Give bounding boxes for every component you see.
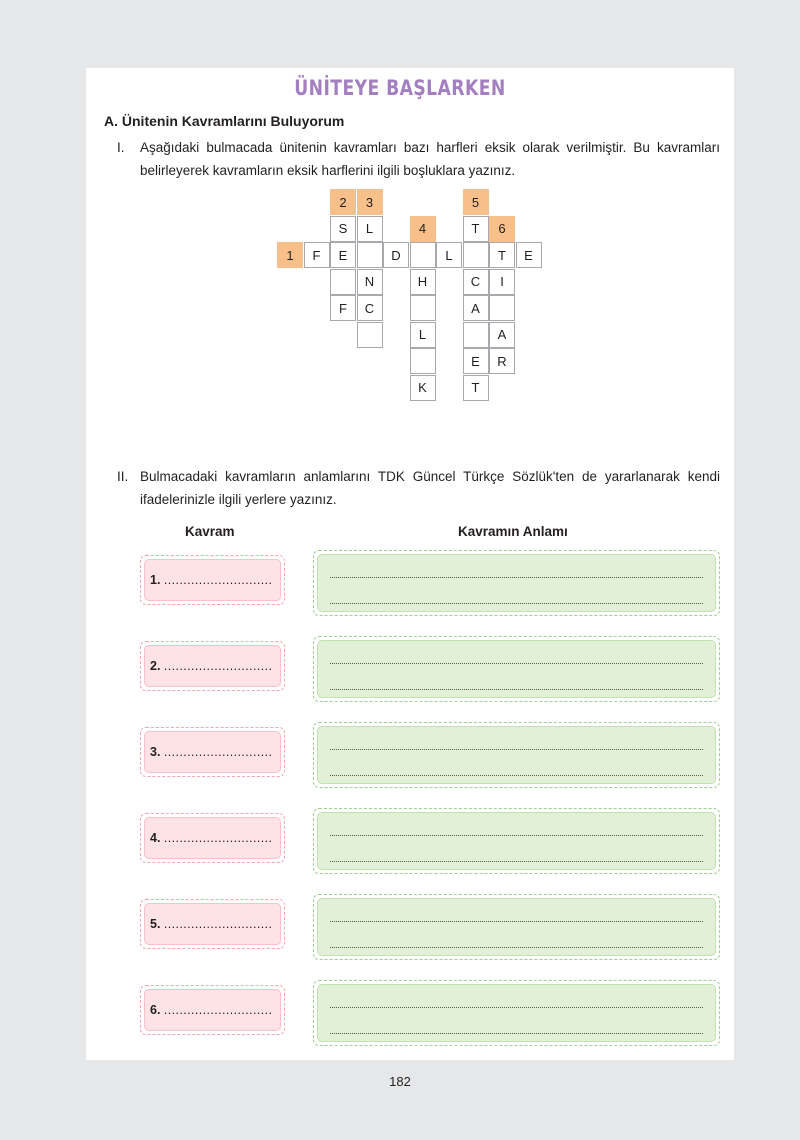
- dotted-line: [330, 947, 703, 948]
- kavram-box-2: [140, 641, 285, 691]
- kavram-blank: ............................: [163, 745, 273, 759]
- crossword-cell[interactable]: C: [463, 269, 489, 295]
- crossword-cell[interactable]: [463, 242, 489, 268]
- crossword-cell[interactable]: R: [489, 348, 515, 374]
- kavram-box-6: [140, 985, 285, 1035]
- dotted-line: [330, 1033, 703, 1034]
- crossword-cell[interactable]: T: [463, 375, 489, 401]
- kavram-number: 2.: [150, 659, 161, 673]
- crossword-cell[interactable]: [410, 295, 436, 321]
- crossword-cell[interactable]: C: [357, 295, 383, 321]
- kavram-box-3: [140, 727, 285, 777]
- crossword-cell[interactable]: T: [463, 216, 489, 242]
- crossword-cell[interactable]: [357, 242, 383, 268]
- anlam-input-2[interactable]: [317, 640, 716, 698]
- dotted-line: [330, 663, 703, 664]
- dotted-line: [330, 603, 703, 604]
- crossword-cell[interactable]: K: [410, 375, 436, 401]
- crossword-cell[interactable]: T: [489, 242, 515, 268]
- dotted-line: [330, 577, 703, 578]
- crossword-cell[interactable]: I: [489, 269, 515, 295]
- kavram-input-6[interactable]: [144, 989, 281, 1031]
- dotted-line: [330, 749, 703, 750]
- crossword-number-cell: 3: [357, 189, 383, 215]
- crossword-number-cell: 4: [410, 216, 436, 242]
- anlam-column-header: Kavramın Anlamı: [458, 524, 568, 539]
- crossword-cell[interactable]: H: [410, 269, 436, 295]
- crossword-number-cell: 2: [330, 189, 356, 215]
- dotted-line: [330, 775, 703, 776]
- part1-number: I.: [117, 140, 125, 155]
- crossword-cell[interactable]: S: [330, 216, 356, 242]
- dotted-line: [330, 689, 703, 690]
- dotted-line: [330, 835, 703, 836]
- crossword-cell[interactable]: E: [516, 242, 542, 268]
- crossword-cell[interactable]: A: [463, 295, 489, 321]
- kavram-blank: ............................: [163, 917, 273, 931]
- kavram-number: 6.: [150, 1003, 161, 1017]
- dotted-line: [330, 861, 703, 862]
- kavram-number: 5.: [150, 917, 161, 931]
- kavram-blank: ............................: [163, 573, 273, 587]
- unit-title: ÜNİTEYE BAŞLARKEN: [294, 76, 506, 100]
- crossword-cell[interactable]: [357, 322, 383, 348]
- kavram-box-1: [140, 555, 285, 605]
- crossword-cell[interactable]: E: [330, 242, 356, 268]
- kavram-box-5: [140, 899, 285, 949]
- anlam-box-2: [313, 636, 720, 702]
- kavram-number: 3.: [150, 745, 161, 759]
- kavram-number: 1.: [150, 573, 161, 587]
- anlam-input-6[interactable]: [317, 984, 716, 1042]
- crossword-cell[interactable]: [463, 322, 489, 348]
- section-a-heading: A. Ünitenin Kavramlarını Buluyorum: [104, 113, 345, 129]
- anlam-input-4[interactable]: [317, 812, 716, 870]
- kavram-number: 4.: [150, 831, 161, 845]
- crossword-cell[interactable]: L: [436, 242, 462, 268]
- crossword-cell[interactable]: [410, 242, 436, 268]
- anlam-input-1[interactable]: [317, 554, 716, 612]
- crossword-cell[interactable]: [489, 295, 515, 321]
- dotted-line: [330, 921, 703, 922]
- crossword-number-cell: 5: [463, 189, 489, 215]
- crossword-number-cell: 6: [489, 216, 515, 242]
- kavram-input-2[interactable]: [144, 645, 281, 687]
- kavram-blank: ............................: [163, 831, 273, 845]
- kavram-input-5[interactable]: [144, 903, 281, 945]
- kavram-blank: ............................: [163, 659, 273, 673]
- kavram-column-header: Kavram: [185, 524, 235, 539]
- anlam-box-4: [313, 808, 720, 874]
- anlam-box-3: [313, 722, 720, 788]
- crossword-cell[interactable]: E: [463, 348, 489, 374]
- crossword-cell[interactable]: [410, 348, 436, 374]
- kavram-input-1[interactable]: [144, 559, 281, 601]
- crossword-cell[interactable]: L: [357, 216, 383, 242]
- crossword-cell[interactable]: [330, 269, 356, 295]
- crossword-cell[interactable]: F: [304, 242, 330, 268]
- kavram-box-4: [140, 813, 285, 863]
- crossword-cell[interactable]: D: [383, 242, 409, 268]
- kavram-blank: ............................: [163, 1003, 273, 1017]
- anlam-input-3[interactable]: [317, 726, 716, 784]
- crossword-cell[interactable]: L: [410, 322, 436, 348]
- part1-instructions: Aşağıdaki bulmacada ünitenin kavramları bazı harfleri eksik olarak verilmiştir. Bu kavramları belirleyerek kavramların eksik harflerini ilgili boşluklara yazınız.: [140, 140, 720, 178]
- crossword-cell[interactable]: A: [489, 322, 515, 348]
- part2-number: II.: [117, 469, 129, 484]
- anlam-box-6: [313, 980, 720, 1046]
- dotted-line: [330, 1007, 703, 1008]
- kavram-input-3[interactable]: [144, 731, 281, 773]
- crossword-number-cell: 1: [277, 242, 303, 268]
- part2-instructions: Bulmacadaki kavramların anlamlarını TDK Güncel Türkçe Sözlük'ten de yararlanarak kendi ifadelerinizle ilgili yerlere yazınız.: [140, 469, 720, 507]
- kavram-input-4[interactable]: [144, 817, 281, 859]
- anlam-box-1: [313, 550, 720, 616]
- crossword-cell[interactable]: F: [330, 295, 356, 321]
- page-number: 182: [389, 1074, 411, 1089]
- crossword-cell[interactable]: N: [357, 269, 383, 295]
- anlam-box-5: [313, 894, 720, 960]
- anlam-input-5[interactable]: [317, 898, 716, 956]
